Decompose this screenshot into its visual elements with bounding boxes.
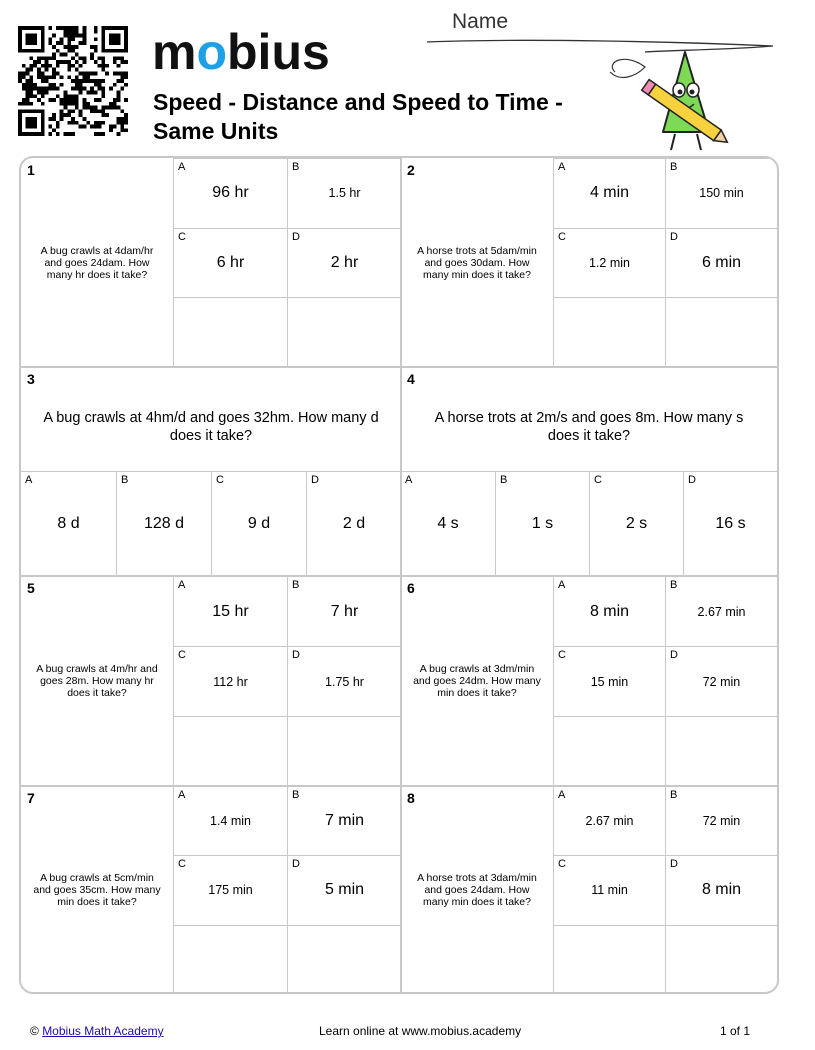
- choice-letter: D: [670, 649, 678, 661]
- choice-letter: A: [178, 789, 186, 801]
- choice-letter: C: [216, 474, 224, 486]
- footer-learn-online: Learn online at www.mobius.academy: [319, 1024, 522, 1038]
- choice-value: 175 min: [208, 883, 253, 898]
- problem-number: 8: [407, 790, 415, 806]
- problem-6: [401, 576, 777, 786]
- choice-value: 2 hr: [330, 253, 359, 271]
- choice-letter: C: [178, 649, 186, 661]
- choice-letter: A: [25, 474, 33, 486]
- choice-letter: B: [670, 789, 678, 801]
- answer-choice-a[interactable]: [173, 786, 287, 855]
- problem-number: 7: [27, 790, 35, 806]
- choice-letter: D: [670, 858, 678, 871]
- problem-grid: [19, 156, 779, 994]
- question-text: A bug crawls at 5cm/min and goes 35cm. How many min does it take?: [33, 872, 161, 908]
- problem-5: [21, 576, 401, 786]
- choice-letter: C: [558, 230, 566, 243]
- choice-value: 8 min: [589, 602, 630, 620]
- brand-text: mobius: [152, 24, 330, 80]
- choice-letter: A: [178, 579, 186, 591]
- row-separator: [21, 785, 777, 787]
- work-area-cell: [553, 716, 665, 786]
- answer-choice-d[interactable]: [287, 646, 401, 716]
- choice-letter: C: [594, 474, 602, 486]
- choice-letter: B: [121, 474, 129, 486]
- choice-value: 5 min: [324, 881, 365, 899]
- choice-letter: A: [178, 161, 186, 173]
- choice-value: 128 d: [143, 515, 185, 532]
- choice-letter: D: [688, 474, 696, 486]
- choice-value: 9 d: [247, 515, 271, 532]
- question-text: A bug crawls at 4dam/hr and goes 24dam. How many hr does it take?: [40, 244, 154, 281]
- choice-letter: C: [178, 230, 186, 243]
- name-label: Name: [452, 10, 509, 33]
- answer-choice-b[interactable]: [287, 786, 401, 855]
- qr-code-icon: [18, 26, 128, 136]
- problem-8: [401, 786, 777, 994]
- choice-value: 2 s: [625, 515, 648, 532]
- question-text: A bug crawls at 3dm/min and goes 24dm. How many min does it take?: [413, 663, 541, 699]
- choice-value: 15 hr: [212, 602, 249, 620]
- choice-value: 2.67 min: [697, 604, 746, 619]
- choice-value: 1.2 min: [589, 255, 630, 270]
- worksheet-title: Speed - Distance and Speed to Time - Same Units: [153, 89, 563, 144]
- question-text: A horse trots at 3dam/min and goes 24dam. How many min does it take?: [417, 872, 537, 908]
- answer-choice-b[interactable]: [665, 786, 777, 855]
- answer-choice-a[interactable]: [21, 471, 116, 576]
- problem-number: 4: [407, 371, 415, 387]
- problem-4: [401, 367, 777, 576]
- work-area-cell: [173, 297, 287, 367]
- choice-value: 4 s: [437, 515, 459, 532]
- answer-choice-c[interactable]: [173, 855, 287, 924]
- question-text: A horse trots at 5dam/min and goes 30dam. How many min does it take?: [417, 244, 537, 281]
- answer-choice-c[interactable]: [173, 646, 287, 716]
- work-area-cell: [665, 297, 777, 367]
- answer-choice-a[interactable]: [553, 576, 665, 646]
- choice-value: 11 min: [591, 883, 628, 898]
- choice-value: 6 min: [701, 253, 742, 271]
- answer-choice-c[interactable]: [589, 471, 683, 576]
- problem-2: [401, 158, 777, 367]
- answer-choice-d[interactable]: [287, 855, 401, 924]
- answer-choice-c[interactable]: [553, 646, 665, 716]
- choice-letter: D: [292, 230, 300, 243]
- answer-choice-d[interactable]: [683, 471, 777, 576]
- answer-choice-b[interactable]: [665, 576, 777, 646]
- row-separator: [21, 575, 777, 577]
- work-area-cell: [553, 925, 665, 994]
- choice-letter: C: [558, 649, 566, 661]
- choice-letter: D: [292, 858, 300, 871]
- choice-value: 112 hr: [213, 674, 248, 689]
- choice-value: 7 min: [324, 812, 365, 830]
- pencil-mascot-icon: [605, 42, 745, 157]
- choice-letter: B: [292, 579, 300, 591]
- choice-value: 8 min: [701, 881, 742, 899]
- answer-choice-d[interactable]: [287, 228, 401, 298]
- answer-choice-c[interactable]: [211, 471, 306, 576]
- choice-value: 6 hr: [216, 253, 245, 271]
- answer-choice-d[interactable]: [665, 646, 777, 716]
- choice-value: 72 min: [702, 674, 741, 689]
- choice-value: 72 min: [702, 814, 741, 829]
- choice-value: 150 min: [699, 186, 744, 201]
- problem-3: [21, 367, 401, 576]
- answer-choice-b[interactable]: [287, 576, 401, 646]
- question-text: A horse trots at 2m/s and goes 8m. How many s does it take?: [434, 410, 744, 444]
- question-text: A bug crawls at 4m/hr and goes 28m. How many hr does it take?: [36, 663, 158, 699]
- work-area-cell: [665, 716, 777, 786]
- problem-7: [21, 786, 401, 994]
- footer-copyright: [30, 1024, 164, 1038]
- choice-letter: B: [292, 789, 300, 801]
- choice-value: 1.4 min: [210, 814, 251, 829]
- choice-letter: B: [670, 579, 678, 591]
- choice-value: 16 s: [715, 515, 746, 532]
- work-area-cell: [173, 716, 287, 786]
- choice-value: 1.75 hr: [325, 674, 364, 689]
- mobius-logo: [152, 22, 330, 82]
- choice-value: 2 d: [342, 515, 366, 532]
- answer-choice-a[interactable]: [173, 158, 287, 228]
- problem-number: 1: [27, 162, 35, 178]
- choice-letter: D: [292, 649, 300, 661]
- work-area-cell: [287, 297, 401, 367]
- choice-value: 7 hr: [330, 602, 359, 620]
- answer-choice-b[interactable]: [287, 158, 401, 228]
- work-area-cell: [287, 716, 401, 786]
- answer-choice-b[interactable]: [116, 471, 211, 576]
- answer-choice-b[interactable]: [495, 471, 589, 576]
- column-separator: [400, 158, 402, 992]
- answer-choice-a[interactable]: [173, 576, 287, 646]
- row-separator: [21, 366, 777, 368]
- choice-letter: D: [670, 230, 678, 243]
- choice-letter: B: [292, 161, 300, 173]
- choice-letter: D: [311, 474, 319, 486]
- choice-value: 1.5 hr: [328, 186, 361, 201]
- answer-choice-b[interactable]: [665, 158, 777, 228]
- choice-letter: A: [558, 579, 566, 591]
- problem-number: 3: [27, 371, 35, 387]
- question-text: A bug crawls at 4hm/d and goes 32hm. How many d does it take?: [43, 410, 379, 444]
- answer-choice-c[interactable]: [553, 228, 665, 298]
- choice-value: 4 min: [589, 184, 630, 202]
- problem-number: 6: [407, 580, 415, 596]
- answer-choice-a[interactable]: [401, 471, 495, 576]
- choice-value: 8 d: [57, 515, 80, 532]
- answer-choice-d[interactable]: [306, 471, 401, 576]
- choice-letter: C: [558, 858, 566, 871]
- answer-choice-d[interactable]: [665, 228, 777, 298]
- answer-choice-d[interactable]: [665, 855, 777, 924]
- choice-letter: B: [500, 474, 508, 486]
- answer-choice-a[interactable]: [553, 158, 665, 228]
- choice-value: 2.67 min: [585, 814, 634, 829]
- choice-letter: A: [405, 474, 413, 486]
- answer-choice-c[interactable]: [553, 855, 665, 924]
- mobius-academy-link[interactable]: Mobius Math Academy: [42, 1024, 164, 1038]
- problem-number: 5: [27, 580, 35, 596]
- answer-choice-c[interactable]: [173, 228, 287, 298]
- problem-number: 2: [407, 162, 415, 178]
- choice-letter: A: [558, 789, 566, 801]
- choice-value: 15 min: [590, 674, 629, 689]
- choice-letter: C: [178, 858, 186, 871]
- page-indicator: 1 of 1: [720, 1024, 751, 1038]
- work-area-cell: [173, 925, 287, 994]
- choice-letter: A: [558, 161, 566, 173]
- work-area-cell: [553, 297, 665, 367]
- choice-value: 1 s: [531, 515, 554, 532]
- work-area-cell: [665, 925, 777, 994]
- answer-choice-a[interactable]: [553, 786, 665, 855]
- copyright-symbol: ©: [30, 1024, 39, 1038]
- choice-value: 96 hr: [212, 184, 249, 202]
- problem-1: [21, 158, 401, 367]
- work-area-cell: [287, 925, 401, 994]
- choice-letter: B: [670, 161, 678, 173]
